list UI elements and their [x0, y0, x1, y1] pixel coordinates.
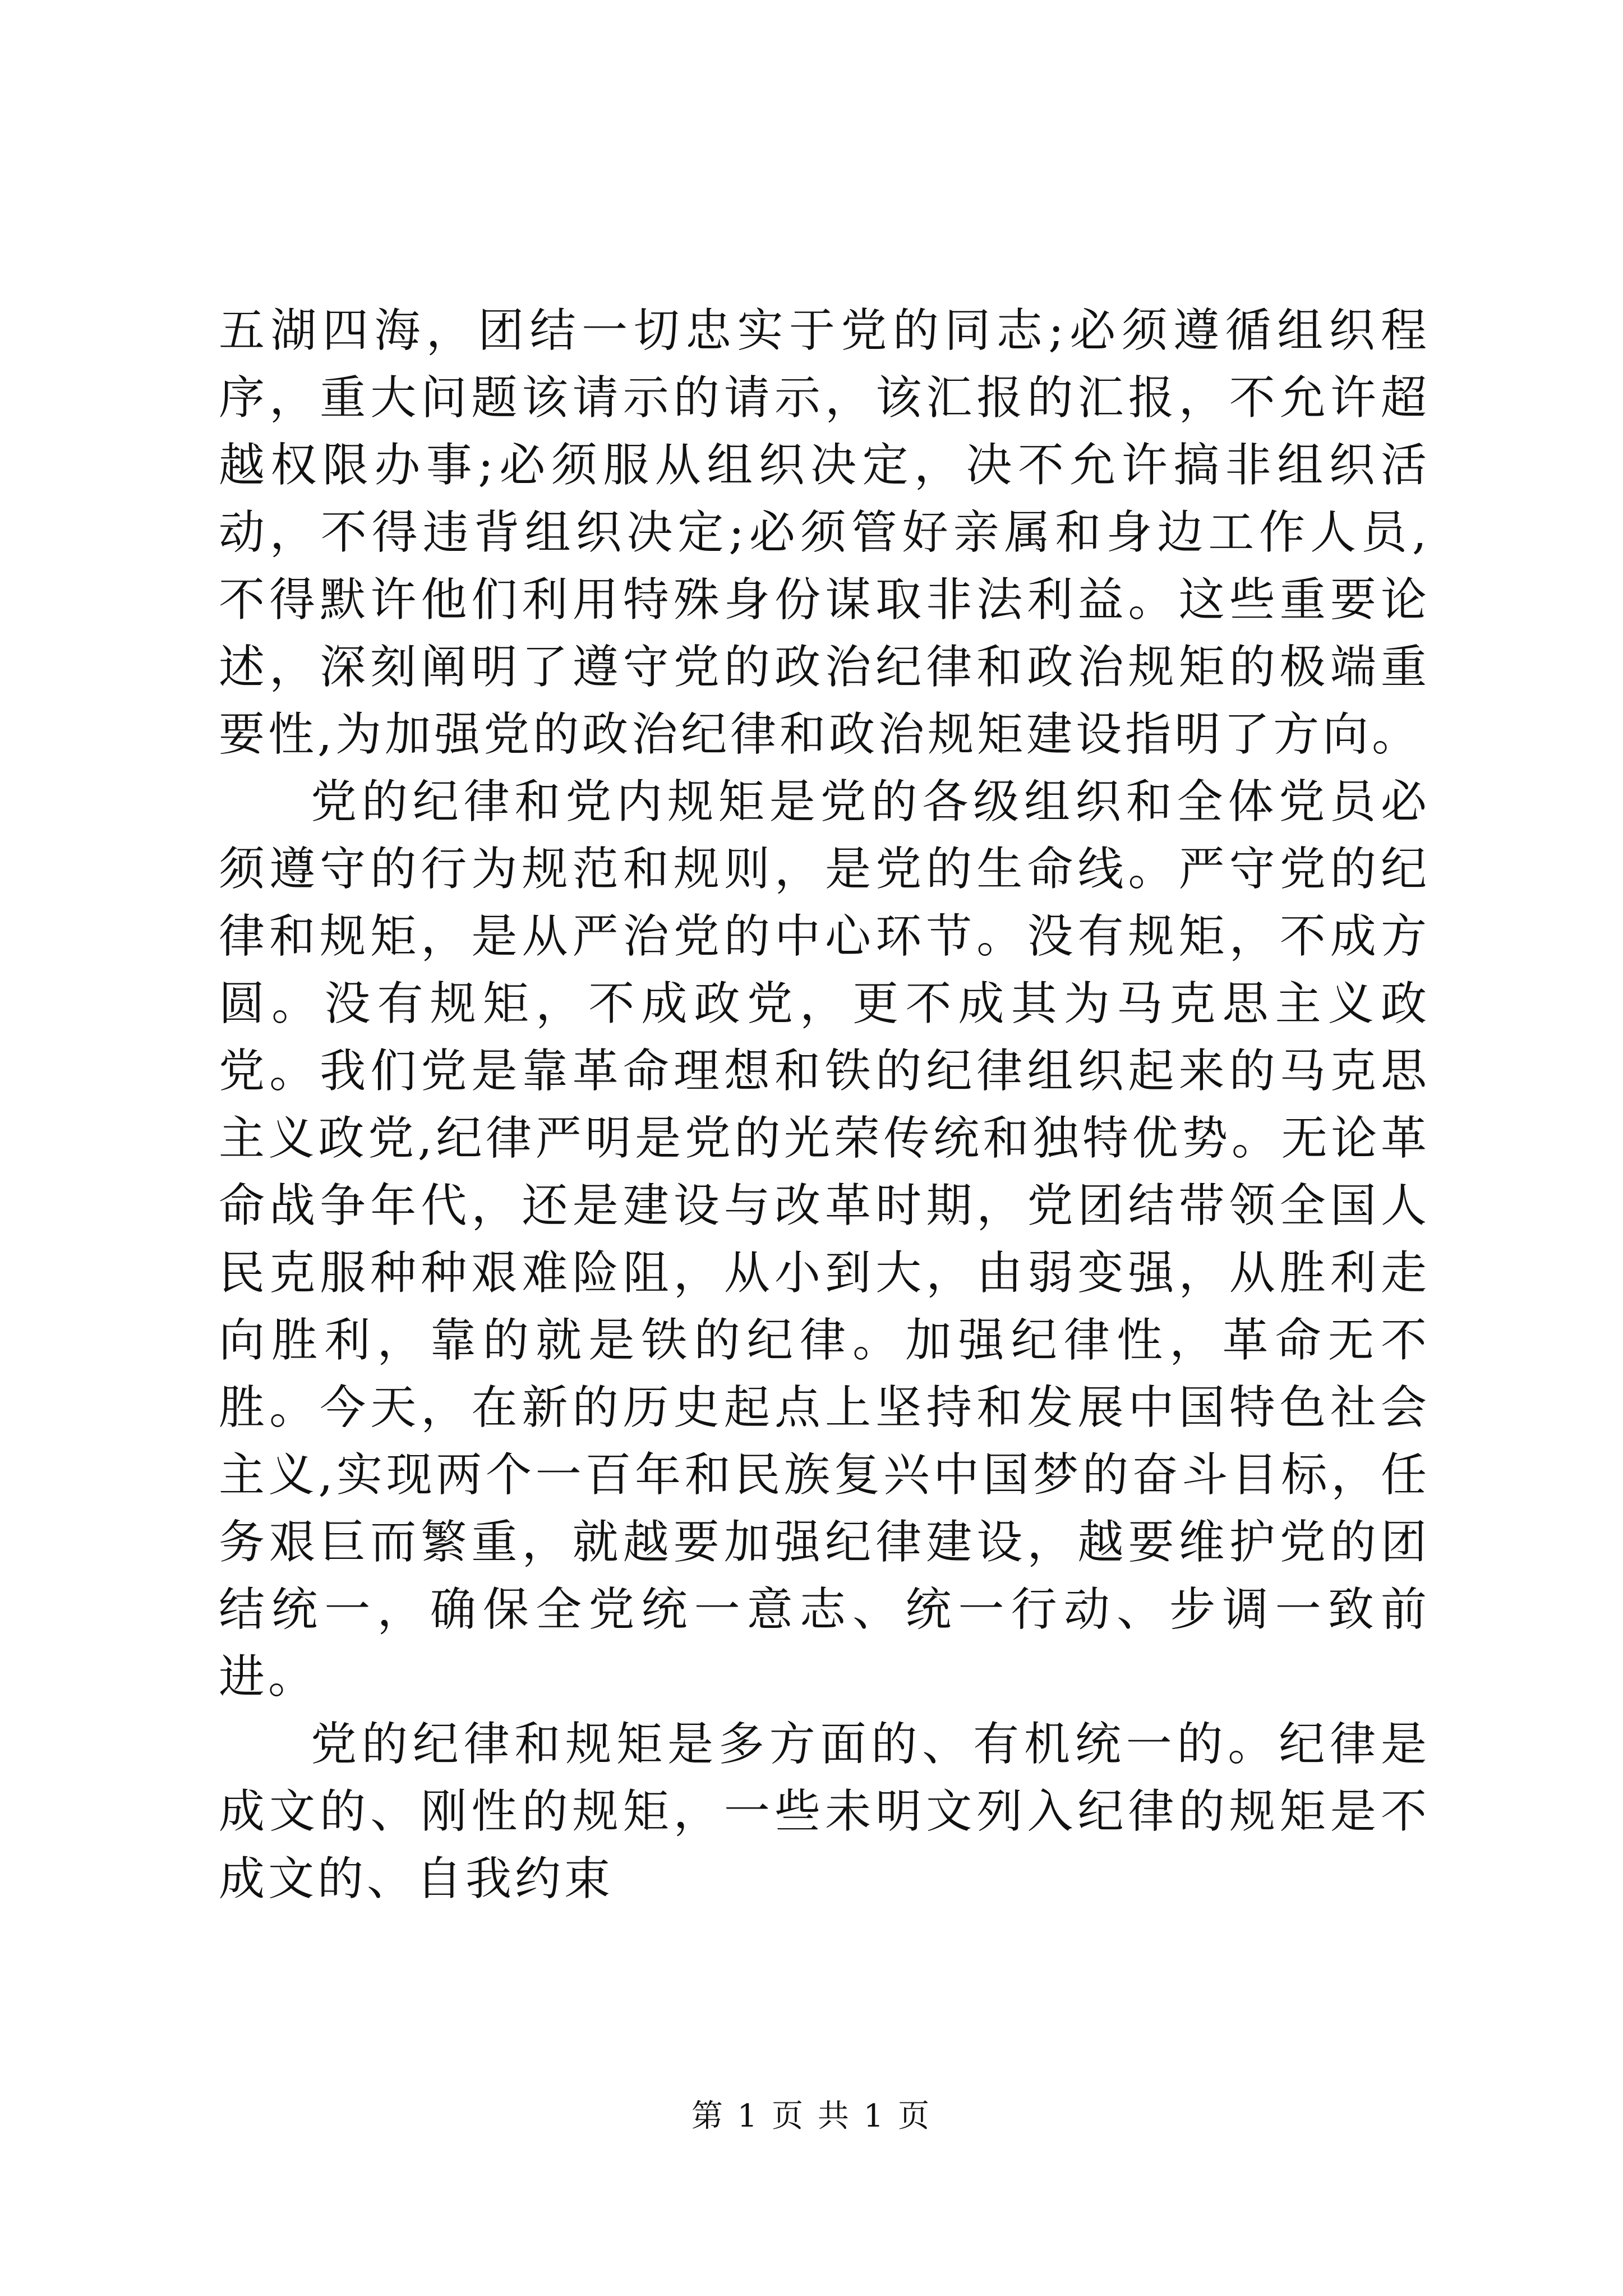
paragraph-2: 党的纪律和党内规矩是党的各级组织和全体党员必须遵守的行为规范和规则，是党的生命线。严守党的纪律和规矩，是从严治党的中心环节。没有规矩，不成方圆。没有规矩，不成政党，更不成其为马克思主义政党。我们党是靠革命理想和铁的纪律组织起来的马克思主义政党,纪律严明是党的光荣传统和独特优势。无论革命战争年代，还是建设与改革时期，党团结带领全国人民克服种种艰难险阻，从小到大，由弱变强，从胜利走向胜利，靠的就是铁的纪律。加强纪律性，革命无不胜。今天，在新的历史起点上坚持和发展中国特色社会主义,实现两个一百年和民族复兴中国梦的奋斗目标，任务艰巨而繁重，就越要加强纪律建设，越要维护党的团结统一，确保全党统一意志、统一行动、步调一致前进。: [219, 775, 1430, 1704]
paragraph-3: 党的纪律和规矩是多方面的、有机统一的。纪律是成文的、刚性的规矩，一些未明文列入纪律的规矩是不成文的、自我约束: [219, 1718, 1430, 1906]
paragraph-1: 五湖四海，团结一切忠实于党的同志;必须遵循组织程序，重大问题该请示的请示，该汇报的汇报，不允许超越权限办事;必须服从组织决定，决不允许搞非组织活动，不得违背组织决定;必须管好亲属和身边工作人员,不得默许他们利用特殊身份谋取非法利益。这些重要论述，深刻阐明了遵守党的政治纪律和政治规矩的极端重要性,为加强党的政治纪律和政治规矩建设指明了方向。: [219, 304, 1430, 761]
document-body: [219, 297, 1430, 1913]
page-number-footer: 第 1 页 共 1 页: [691, 2098, 932, 2134]
